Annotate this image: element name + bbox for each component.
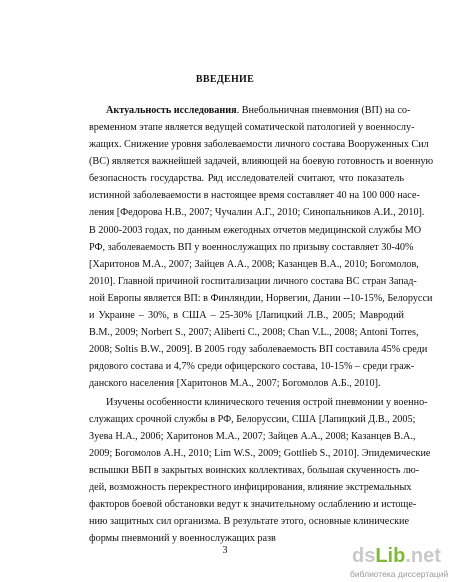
text-line-content: служащих срочной службы в РФ, Белоруссии, США [Лапицкий Д.В., 2005; xyxy=(89,414,416,425)
text-line xyxy=(89,138,429,151)
text-line xyxy=(89,275,417,288)
text-line-content: В 2000-2003 годах, по данным ежегодных отчетов медицинской службы МО xyxy=(89,225,422,236)
watermark-brand: dsLib.net xyxy=(352,545,441,567)
text-line-content: истинной заболеваемости в настоящее время составляет 40 на 100 000 насе- xyxy=(89,190,420,201)
text-line-content: В.М., 2009; Norbert S., 2007; Aliberti C., 2008; Chan V.L., 2008; Antoni Torres, xyxy=(89,327,419,338)
text-line xyxy=(89,413,416,426)
text-line xyxy=(106,104,411,117)
text-line xyxy=(89,292,433,305)
text-line xyxy=(106,396,428,409)
text-line xyxy=(89,481,412,494)
text-line xyxy=(89,343,428,356)
watermark-subtitle: библиотека диссертаций xyxy=(350,569,449,579)
text-line-content: и Украине – 30%, в США – 25-30% [Лапицкий Л.В., 2005; Мавродий xyxy=(89,310,404,321)
text-line xyxy=(89,258,419,271)
text-line-content: 2009; Богомолов А.Н., 2010; Lim W.S., 2009; Gottlieb S., 2010]. Эпидемические xyxy=(89,448,431,459)
text-line xyxy=(89,172,404,185)
text-line xyxy=(89,189,420,202)
text-line xyxy=(89,360,415,373)
watermark-logo xyxy=(350,545,450,582)
text-line-content: ной Европы является ВП: в Финляндии, Норвегии, Дании --10-15%, Белорусси xyxy=(89,293,433,304)
text-line xyxy=(89,206,425,219)
text-line-content: жащих. Снижение уровня заболеваемости личного состава Вооруженных Сил xyxy=(89,139,429,150)
text-line-content: Зуева Н.А., 2006; Харитонов М.А., 2007; Зайцев А.А., 2008; Казанцев В.А., xyxy=(89,431,416,442)
text-line-content: формы пневмоний у военнослужащих разв xyxy=(89,533,276,544)
text-line-content: данского населения [Харитонов М.А., 2007; Богомолов А.Б., 2010]. xyxy=(89,378,381,389)
text-line-content: [Харитонов М.А., 2007; Зайцев А.А., 2008; Казанцев В.А., 2010; Богомолов, xyxy=(89,259,419,270)
text-line xyxy=(89,309,404,322)
text-line xyxy=(89,464,420,477)
section-label: Актуальность исследования xyxy=(106,105,237,116)
page-number: 3 xyxy=(222,545,228,556)
text-line-content: вспышки ВБП в закрытых воинских коллективах, большая скученность лю- xyxy=(89,465,420,476)
text-line-content: нию защитных сил организма. В результате этого, основные клинические xyxy=(89,516,410,527)
text-line-content: Изучены особенности клинического течения острой пневмонии у военно- xyxy=(106,397,428,408)
text-line-content: ления [Федорова Н.В., 2007; Чучалин А.Г., 2010; Синопальников А.И., 2010]. xyxy=(89,207,425,218)
text-line-content: рядового состава и 4,7% среди офицерского состава, 10-15% – среди граж- xyxy=(89,361,415,372)
text-line xyxy=(89,241,414,254)
text-line-content: временном этапе является ведущей соматической патологией у военнослу- xyxy=(89,122,415,133)
text-line xyxy=(89,121,415,134)
text-line xyxy=(89,515,410,528)
text-line-content: . Внебольничная пневмония (ВП) на со- xyxy=(236,105,411,116)
text-line xyxy=(89,155,434,168)
text-line xyxy=(89,377,404,390)
text-line xyxy=(89,498,417,511)
text-line xyxy=(89,532,404,545)
text-line-content: РФ, заболеваемость ВП у военнослужащих по призыву составляет 30-40% xyxy=(89,242,414,253)
text-line xyxy=(89,447,431,460)
text-line-content: безопасность государства. Ряд исследователей считают, что показатель xyxy=(89,173,404,184)
text-line-content: дей, возможность перекрестного инфицирования, влияние экстремальных xyxy=(89,482,412,493)
text-line-content: (ВС) является важнейшей задачей, влияющей на боевую готовность и военную xyxy=(89,156,434,167)
text-line xyxy=(89,326,419,339)
text-line-content: факторов боевой обстановки ведут к значительному ослаблению и истоще- xyxy=(89,499,417,510)
page-title: ВВЕДЕНИЕ xyxy=(195,74,255,85)
text-line-content: 2010]. Главной причиной госпитализации личного состава ВС стран Запад- xyxy=(89,276,417,287)
text-line-content: 2008; Soltis B.W., 2009]. В 2005 году заболеваемость ВП составила 45% среди xyxy=(89,344,428,355)
text-line xyxy=(89,430,416,443)
text-line xyxy=(89,224,422,237)
